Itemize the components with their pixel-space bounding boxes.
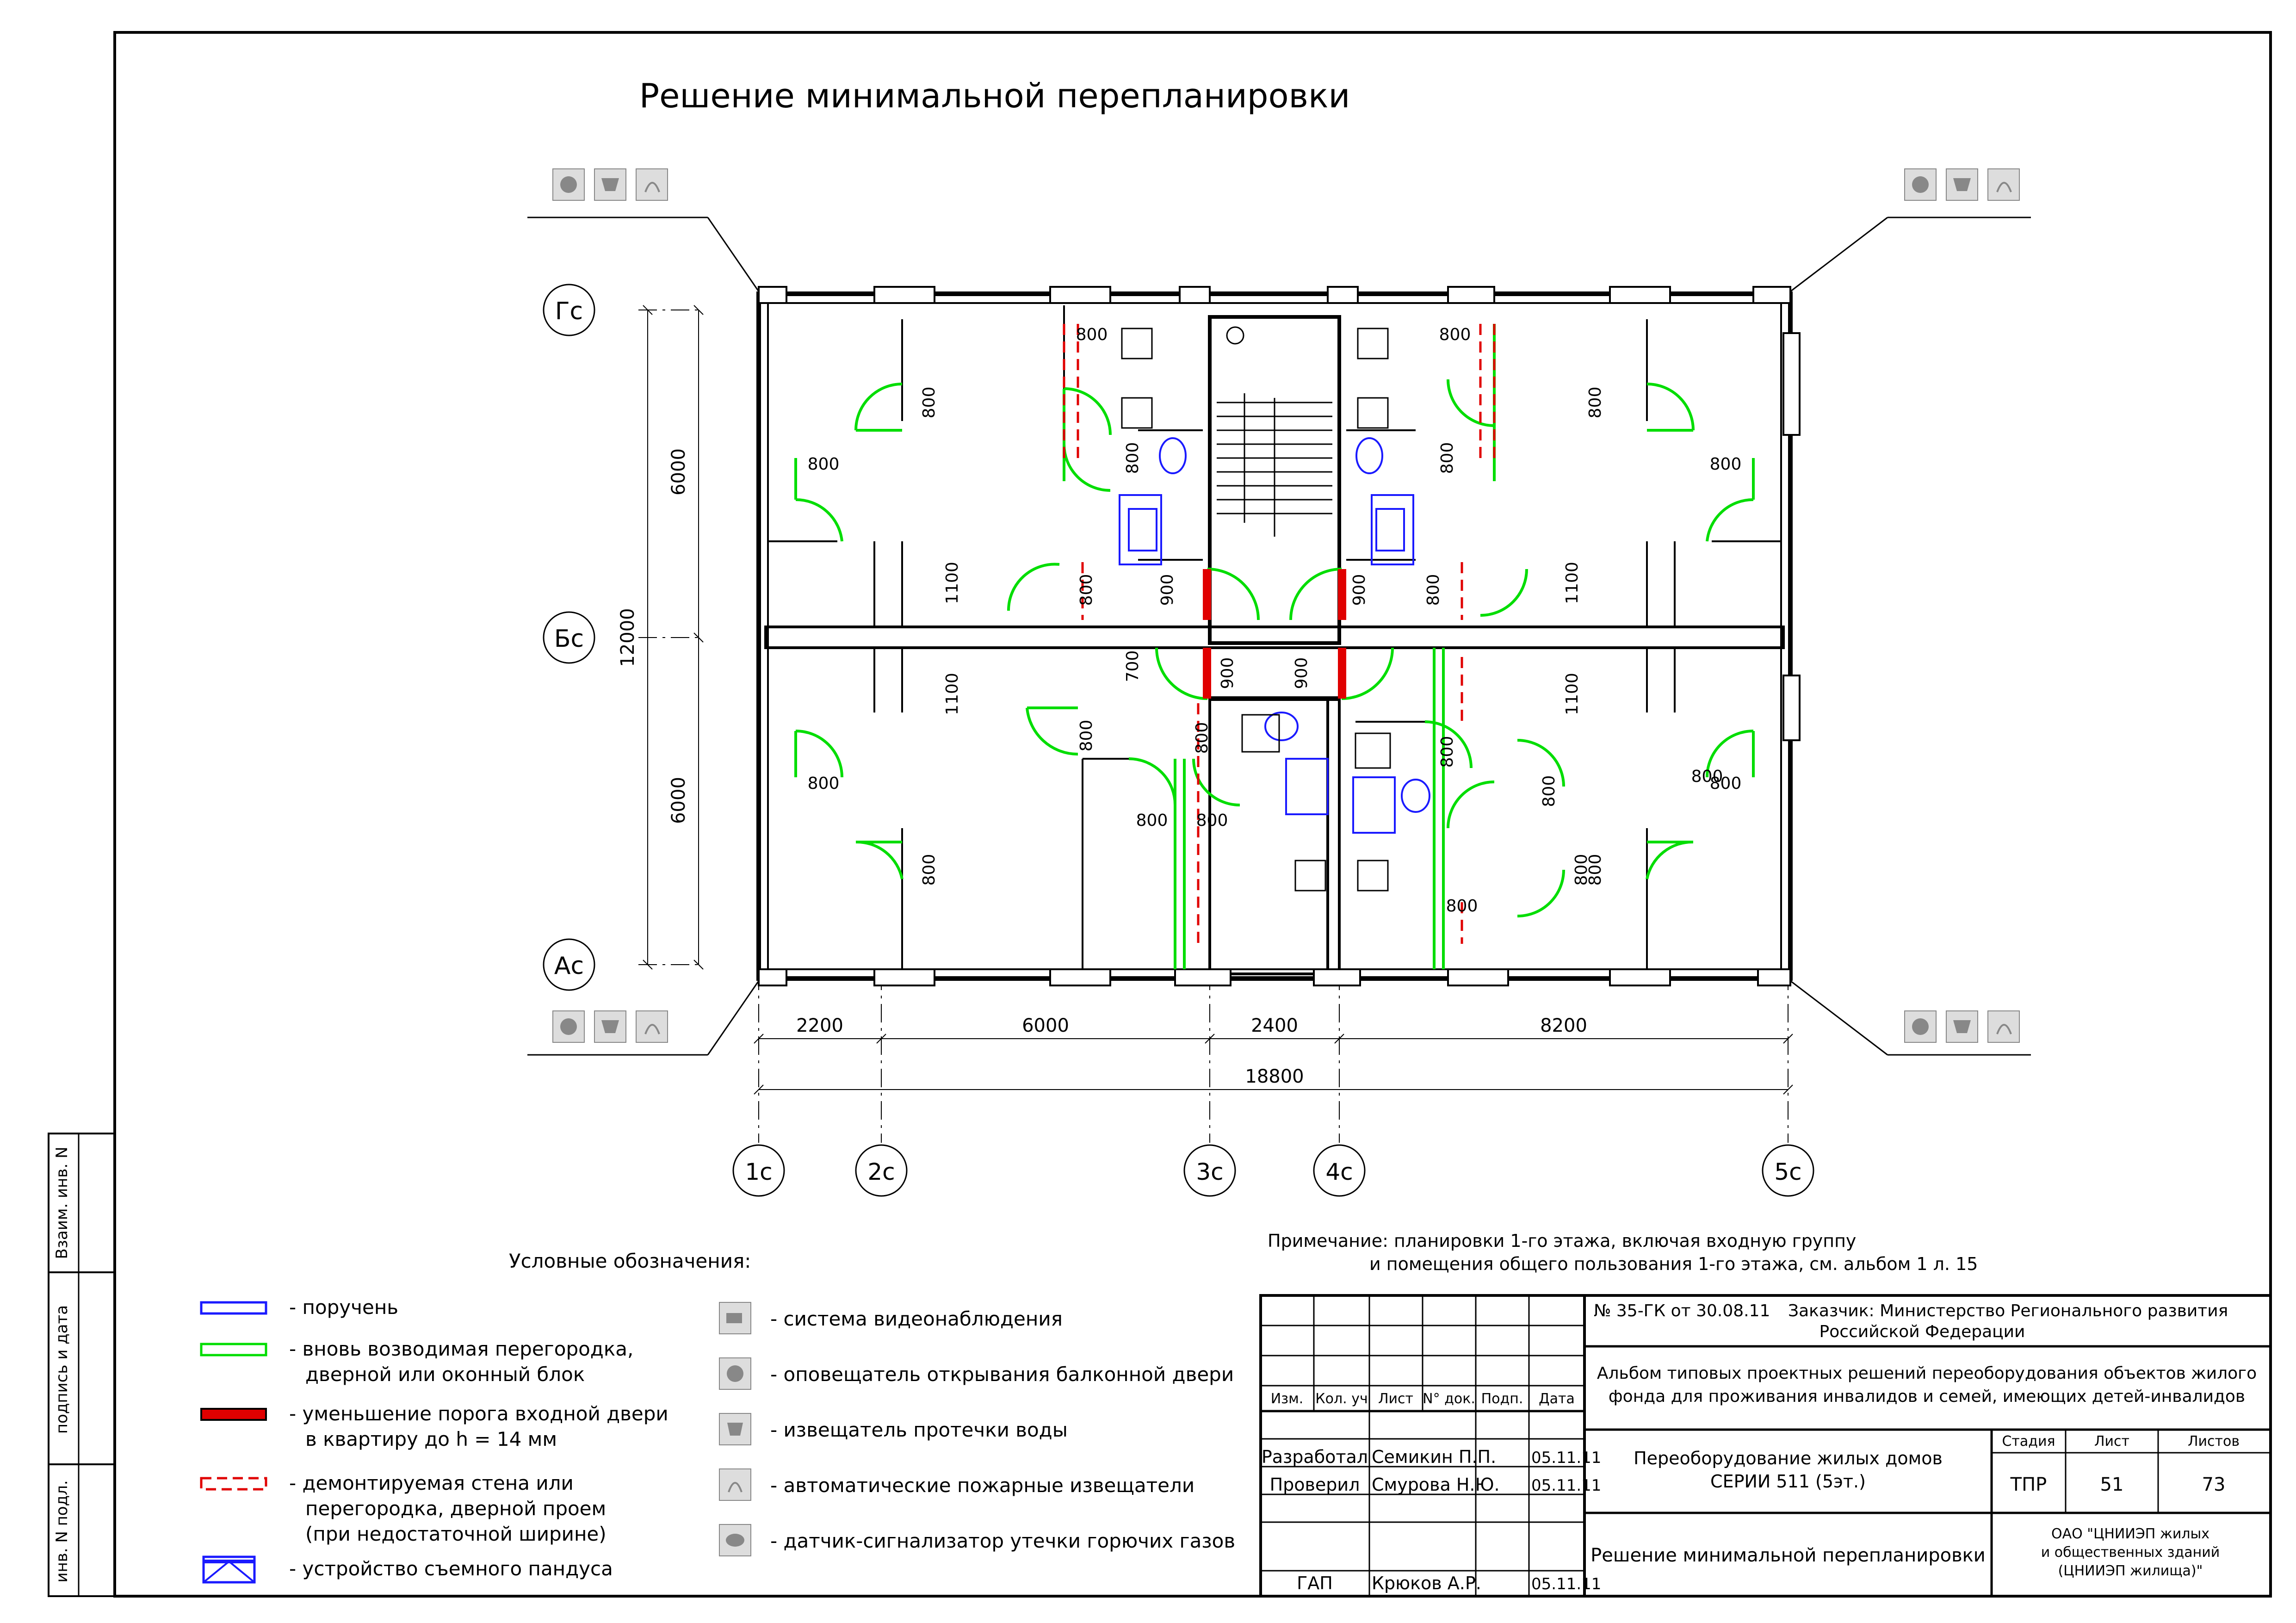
tb-customer: Заказчик: Министерство Регионального развития [1788,1301,2228,1320]
legend-item-label: - устройство съемного пандуса [289,1557,613,1580]
door-dim: 800 [1586,854,1605,886]
legend-item-label: (при недостаточной ширине) [305,1523,606,1545]
legend-item-label: - уменьшение порога входной двери [289,1402,668,1425]
tb-date: 05.11.11 [1531,1476,1602,1495]
tb-org: и общественных зданий [2041,1544,2220,1561]
tb-album: Альбом типовых проектных решений переоборудования объектов жилого [1597,1364,2257,1383]
device-cluster-bottom-left [553,1011,668,1042]
tb-project: Переоборудование жилых домов [1634,1448,1943,1468]
door-dim: 900 [1292,657,1311,689]
device-cluster-top-right [1905,169,2019,200]
door-dim: 900 [1158,574,1177,606]
device-label: - извещатель протечки воды [770,1419,1068,1441]
tb-header: Подп. [1481,1391,1523,1407]
dim-bottom: 2200 [796,1015,843,1036]
stairs [1217,393,1332,537]
note-line1: Примечание: планировки 1-го этажа, включая входную группу [1268,1231,1857,1251]
dim-left-lower: 6000 [668,777,689,824]
door-dim: 800 [1691,767,1723,786]
tb-org: (ЦНИИЭП жилища)" [2058,1563,2203,1579]
tb-role: Разработал [1261,1447,1368,1467]
legend-swatch-demolish [201,1478,266,1489]
door-dim: 800 [1438,442,1457,474]
axis-label-col: 2с [867,1158,895,1185]
demolished-walls [1064,324,1494,948]
title-block [1261,1295,2271,1596]
door-dim: 800 [1446,897,1478,916]
legend [201,1250,1235,1582]
side-stamp [49,1134,115,1596]
floor-plan [527,217,2031,1196]
legend-title: Условные обозначения: [509,1250,751,1272]
door-dim: 800 [1439,325,1471,344]
dim-left-upper: 6000 [668,448,689,496]
tb-header: Изм. [1270,1391,1304,1407]
tb-project: СЕРИИ 511 (5эт.) [1710,1471,1866,1492]
tb-stage-header: Стадия [2002,1433,2055,1450]
dim-left-total: 12000 [617,608,638,667]
gas-sensor-icon [719,1524,751,1556]
tb-contract: № 35-ГК от 30.08.11 [1594,1301,1770,1320]
dim-bottom: 2400 [1251,1015,1298,1036]
legend-item-label: перегородка, дверной проем [305,1497,606,1520]
tb-name: Семикин П.П. [1372,1447,1497,1467]
door-dim: 800 [1077,719,1096,752]
tb-sheet: 51 [2100,1474,2124,1495]
legend-swatch-ramp [204,1557,254,1582]
dim-bottom: 8200 [1540,1015,1587,1036]
door-dim: 1100 [943,673,962,715]
axis-label-col: 4с [1325,1158,1353,1185]
legend-swatch-threshold [201,1409,266,1420]
door-dim: 700 [1123,650,1142,682]
dim-bottom-total: 18800 [1245,1066,1304,1087]
tb-name: Крюков А.Р. [1372,1573,1481,1593]
tb-header: N° док. [1423,1391,1475,1407]
door-dim: 800 [1123,442,1142,474]
side-stamp-label: Взаим. инв. N [53,1146,71,1259]
tb-album: фонда для проживания инвалидов и семей, имеющих детей-инвалидов [1608,1387,2246,1406]
tb-header: Дата [1539,1391,1575,1407]
door-dim: 800 [1438,736,1457,768]
tb-customer: Российской Федерации [1819,1322,2025,1341]
tb-role: Проверил [1269,1474,1360,1495]
door-dim: 800 [1572,854,1591,886]
side-stamp-label: инв. N подл. [53,1480,71,1583]
building-outline [759,294,1790,979]
drawing-title: Решение минимальной перепланировки [639,76,1350,115]
door-dim: 900 [1218,657,1237,689]
tb-sheets-header: Листов [2187,1433,2240,1450]
tb-drawing-name: Решение минимальной перепланировки [1590,1545,1986,1566]
door-dim: 800 [1586,386,1605,419]
tb-date: 05.11.11 [1531,1575,1602,1593]
legend-item-label: - вновь возводимая перегородка, [289,1338,634,1360]
tb-header: Кол. уч [1315,1391,1368,1407]
axis-label-row: Ас [554,952,584,980]
door-dim: 1100 [943,562,962,604]
device-label: - датчик-сигнализатор утечки горючих газов [770,1530,1236,1552]
device-label: - система видеонаблюдения [770,1307,1063,1330]
side-stamp-label: подпись и дата [53,1305,71,1434]
door-dim: 800 [1540,775,1559,807]
axis-label-row: Бс [554,625,584,653]
door-dim: 800 [1709,774,1742,793]
axis-label-col: 1с [745,1158,773,1185]
door-dim: 800 [1076,325,1108,344]
door-dim: 900 [1350,574,1369,606]
door-dim: 800 [1193,722,1212,754]
axis-label-col: 3с [1196,1158,1224,1185]
door-dim: 1100 [1563,673,1582,715]
legend-item-label: дверной или оконный блок [305,1363,585,1386]
note-line2: и помещения общего пользования 1-го этажа, см. альбом 1 л. 15 [1369,1254,1978,1274]
windows [759,287,1800,985]
bell-icon [719,1358,751,1389]
sheet-frame [115,32,2271,1596]
legend-swatch-handrail [201,1302,266,1313]
device-cluster-top-left [553,169,668,200]
legend-item-label: в квартиру до h = 14 мм [305,1428,557,1450]
tb-role: ГАП [1297,1573,1333,1593]
door-dim: 800 [1709,455,1742,474]
door-dim: 800 [1424,574,1443,606]
tb-date: 05.11.11 [1531,1449,1602,1467]
door-dim: 800 [920,386,939,419]
legend-item-label: - поручень [289,1296,399,1319]
fire-detector-icon [719,1469,751,1500]
tb-sheet-header: Лист [2094,1433,2130,1450]
legend-swatch-new-partition [201,1344,266,1355]
axis-bubbles [544,285,1813,1196]
device-label: - оповещатель открывания балконной двери [770,1363,1234,1386]
door-dim: 800 [1136,811,1168,830]
tb-stage: ТПР [2010,1474,2047,1495]
tb-sheets: 73 [2202,1474,2226,1495]
door-dim: 800 [1196,811,1228,830]
dim-bottom: 6000 [1022,1015,1069,1036]
tb-org: ОАО "ЦНИИЭП жилых [2051,1526,2209,1542]
axis-label-row: Гс [555,297,583,325]
device-cluster-bottom-right [1905,1011,2019,1042]
door-dim: 800 [920,854,939,886]
door-dim: 800 [807,774,840,793]
door-dim: 1100 [1563,562,1582,604]
device-label: - автоматические пожарные извещатели [770,1474,1195,1497]
door-dim: 800 [807,455,840,474]
tb-name: Смурова Н.Ю. [1372,1474,1500,1495]
tb-header: Лист [1378,1391,1414,1407]
axis-label-col: 5с [1774,1158,1802,1185]
water-leak-icon [719,1413,751,1445]
door-dim: 800 [1077,574,1096,606]
camera-icon [719,1302,751,1334]
legend-item-label: - демонтируемая стена или [289,1472,574,1494]
